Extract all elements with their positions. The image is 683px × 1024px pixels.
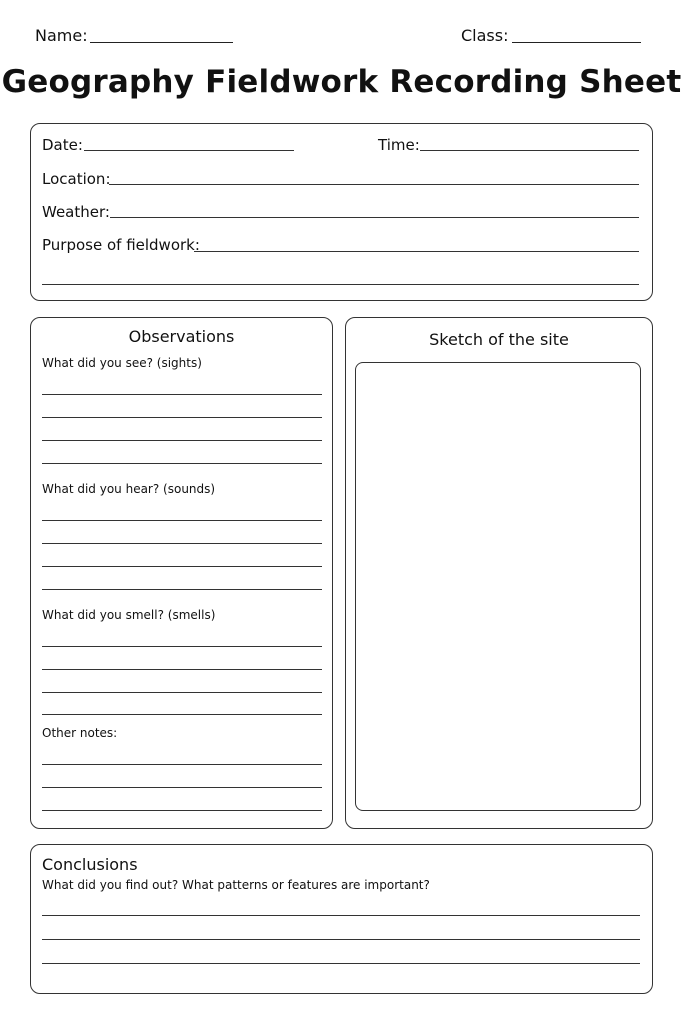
time-field[interactable] (420, 150, 639, 151)
notes-line[interactable] (42, 810, 322, 811)
purpose-field[interactable] (194, 251, 639, 252)
name-label: Name: (35, 26, 88, 45)
sketch-area[interactable] (355, 362, 641, 811)
purpose-field-line-2[interactable] (42, 284, 639, 285)
smells-line[interactable] (42, 692, 322, 693)
location-label: Location: (42, 170, 111, 188)
sounds-line[interactable] (42, 520, 322, 521)
conclusions-line[interactable] (42, 963, 640, 964)
smells-line[interactable] (42, 646, 322, 647)
conclusions-title: Conclusions (42, 855, 138, 874)
time-label: Time: (378, 136, 420, 154)
observations-title: Observations (128, 327, 235, 346)
sounds-line[interactable] (42, 566, 322, 567)
sketch-title: Sketch of the site (429, 330, 569, 349)
date-field[interactable] (84, 150, 294, 151)
conclusions-line[interactable] (42, 939, 640, 940)
smells-line[interactable] (42, 714, 322, 715)
smells-question: What did you smell? (smells) (42, 608, 216, 622)
notes-line[interactable] (42, 764, 322, 765)
sights-question: What did you see? (sights) (42, 356, 202, 370)
conclusions-line[interactable] (42, 915, 640, 916)
sights-line[interactable] (42, 394, 322, 395)
location-field[interactable] (109, 184, 639, 185)
sights-line[interactable] (42, 417, 322, 418)
sounds-line[interactable] (42, 589, 322, 590)
notes-question: Other notes: (42, 726, 118, 740)
class-label: Class: (461, 26, 509, 45)
date-label: Date: (42, 136, 83, 154)
weather-field[interactable] (110, 217, 639, 218)
sounds-question: What did you hear? (sounds) (42, 482, 216, 496)
name-field[interactable] (90, 42, 233, 43)
weather-label: Weather: (42, 203, 110, 221)
sounds-line[interactable] (42, 543, 322, 544)
conclusions-question: What did you find out? What patterns or features are important? (42, 878, 430, 892)
smells-line[interactable] (42, 669, 322, 670)
purpose-label: Purpose of fieldwork: (42, 236, 200, 254)
notes-line[interactable] (42, 787, 322, 788)
page-title: Geography Fieldwork Recording Sheet (1, 64, 682, 100)
sights-line[interactable] (42, 440, 322, 441)
class-field[interactable] (512, 42, 641, 43)
sights-line[interactable] (42, 463, 322, 464)
